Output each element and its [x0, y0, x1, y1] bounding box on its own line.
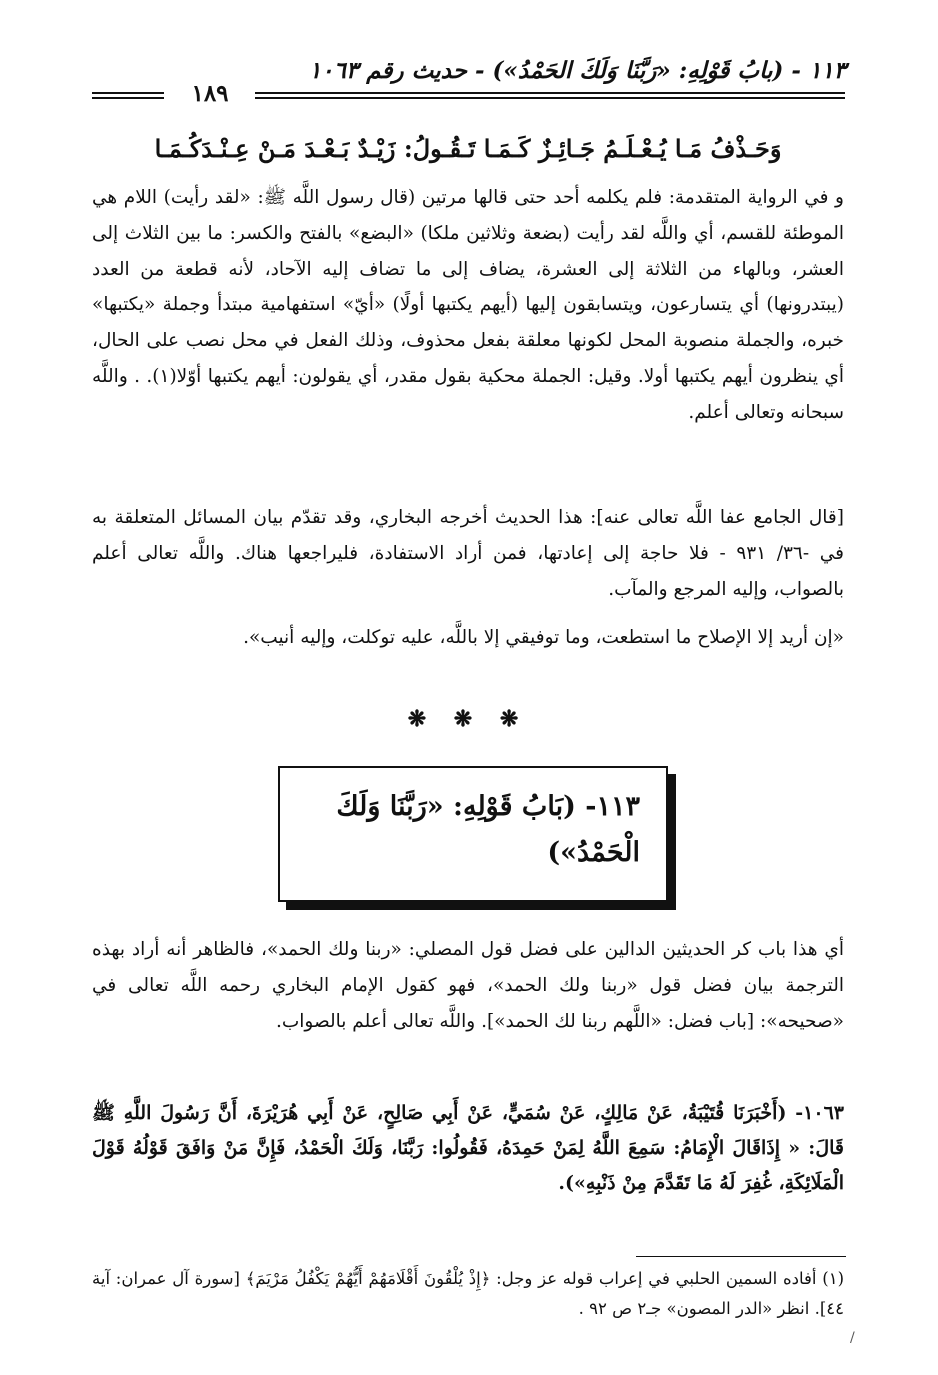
paragraph-text: أي هذا باب كر الحديثين الدالين على فضل قول المصلي: «ربنا ولك الحمد»، فالظاهر أنه أراد بهذه الترجمة بيان فضل قول «ربنا ولك الحمد»، فهو كقول الإمام البخاري رحمه اللَّه تعالى في «صحيحه»: [باب فضل: «اللَّهم ربنا لك الحمد»]. واللَّه تعالى أعلم بالصواب.: [92, 939, 844, 1032]
poetry-verse: وَحَـذْفُ مَـا يُـعْـلَـمُ جَـائِـزٌ كَـمَـا تَـقُـولُ: زَيْـدٌ بَـعْـدَ مَـنْ عِـنْـدَكُـمَـا: [154, 134, 782, 163]
section-separator: ❋ ❋ ❋: [407, 706, 529, 732]
author-note-paragraph: [92, 500, 844, 607]
paragraph-text: «إن أريد إلا الإصلاح ما استطعت، وما توفيقي إلا باللَّه، عليه توكلت، وإليه أنيب».: [243, 627, 844, 648]
paragraph-text: ١٠٦٣- (أَخْبَرَنَا قُتَيْبَةُ، عَنْ مَالِكٍ، عَنْ سُمَيٍّ، عَنْ أَبِي صَالِحٍ، عَنْ أَبِي هُرَيْرَةَ، أَنَّ رَسُولَ اللَّهِ ﷺ قَالَ: « إِذَاقَالَ الْإِمَامُ: سَمِعَ اللَّهُ لِمَنْ حَمِدَهُ، فَقُولُوا: رَبَّنَا، وَلَكَ الْحَمْدُ، فَإِنَّ مَنْ وَافَقَ قَوْلُهُ قَوْلَ الْمَلَائِكَةِ، غُفِرَ لَهُ مَا تَقَدَّمَ مِنْ ذَنْبِهِ»).: [92, 1102, 844, 1194]
header-rule-short: [92, 92, 164, 99]
chapter-intro-paragraph: [92, 932, 844, 1039]
chapter-heading: ١١٣- (بَابُ قَوْلِهِ: «رَبَّنَا وَلَكَ الْحَمْدُ»): [336, 791, 640, 868]
paragraph-text: [قال الجامع عفا اللَّه تعالى عنه]: هذا الحديث أخرجه البخاري، وقد تقدّم بيان المسائل المتعلقة به في -٣٦/ ٩٣١ - فلا حاجة إلى إعادتها، فمن أراد الاستفادة، فليراجعها هناك. واللَّه تعالى أعلم بالصواب، وإليه المرجع والمآب.: [92, 507, 844, 600]
hadith-text: [92, 1096, 844, 1201]
chapter-heading-box: [278, 766, 668, 902]
header-rule: [255, 92, 845, 99]
closing-quote-paragraph: [92, 620, 844, 656]
footnote-text: (١) أفاده السمين الحلبي في إعراب قوله عز وجل: ﴿إِذْ يُلْقُونَ أَقْلَامَهُمْ أَيُّهُمْ يَكْفُلُ مَرْيَمَ﴾ [سورة آل عمران: آية ٤٤]. انظر «الدر المصون» جـ٢ ص ٩٢ .: [92, 1269, 844, 1318]
running-header-title: ١١٣ - (بابُ قَوْلِهِ: «رَبَّنَا وَلَكَ الحَمْدُ») - حديث رقم ١٠٦٣: [308, 57, 846, 84]
commentary-paragraph: [92, 180, 844, 431]
paragraph-text: و في الرواية المتقدمة: فلم يكلمه أحد حتى قالها مرتين (قال رسول اللَّه ﷺ: «لقد رأيت) اللام هي الموطئة للقسم، أي واللَّه لقد رأيت (بضعة وثلاثين ملكا) «البضع» بالفتح والكسر: ما بين الثلاث إلى العشر، وبالهاء من الثلاثة إلى العشرة، يضاف إلى ما تضاف إليه الآحاد، لأنه قطعة من العدد (يبتدرونها) أي يتسارعون، ويتسابقون إليها (أيهم يكتبها أولًا) «أيّ» استفهامية مبتدأ وجملة «يكتبها» خبره، والجملة منصوبة المحل لكونها معلقة بفعل محذوف، وذلك الفعل في محل نصب على الحال، أي ينظرون أيهم يكتبها أولا. وقيل: الجملة محكية بقول مقدر، أي يقولون: أيهم يكتبها أوّلا(١). . واللَّه سبحانه وتعالى أعلم.: [92, 187, 844, 423]
footnote: [92, 1264, 844, 1324]
footnote-rule: [636, 1256, 846, 1257]
page-number: ١٨٩: [191, 80, 229, 107]
corner-mark: /: [850, 1330, 855, 1346]
